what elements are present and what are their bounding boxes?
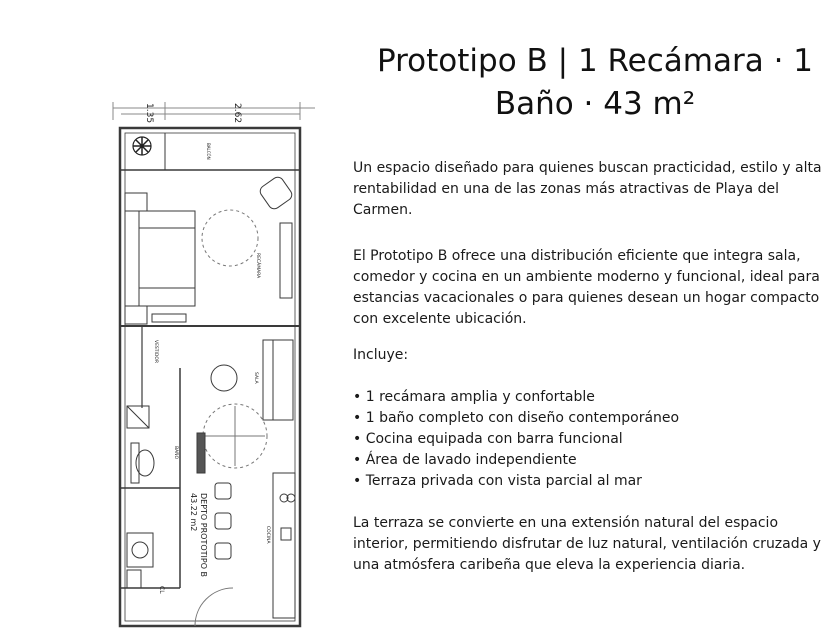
washer xyxy=(127,533,153,567)
kitchen-counter xyxy=(273,473,295,618)
dim-left-label: 1.35 xyxy=(144,103,154,124)
description-paragraph: El Prototipo B ofrece una distribución eficiente que integra sala, comedor y cocina en un ambiente moderno y funcional, ideal para estancias vacacionales o para quienes desean un hogar compacto con excelente ubicación. xyxy=(353,248,820,327)
includes-label: Incluye: xyxy=(353,347,409,363)
plant-icon xyxy=(133,137,151,155)
room-bano: BAÑO xyxy=(173,446,178,460)
includes-list xyxy=(353,387,679,492)
coffee-table xyxy=(211,365,237,391)
description-column xyxy=(353,40,837,573)
title-line-2: Baño · 43 m² xyxy=(494,86,696,122)
title-line-1: Prototipo B | 1 Recámara · 1 xyxy=(376,43,814,79)
closet-shelf xyxy=(152,314,186,322)
dim-right-label: 2.62 xyxy=(232,103,242,124)
room-cl: CL xyxy=(158,586,165,594)
list-item: • 1 recámara amplia y confortable xyxy=(353,389,595,405)
unit-name: DEPTO PROTOTIPO B xyxy=(199,493,208,578)
bed xyxy=(125,193,195,324)
room-cocina: COCINA xyxy=(265,526,270,544)
door-swing xyxy=(202,210,258,266)
room-vestidor: VESTIDOR xyxy=(153,340,158,363)
list-item: • Cocina equipada con barra funcional xyxy=(353,431,623,447)
unit-area: 43.22 m2 xyxy=(189,493,198,532)
room-recamara: RECÁMARA xyxy=(255,253,260,279)
closing-paragraph: La terraza se convierte en una extensión natural del espacio interior, permitiendo disfrutar de luz natural, ventilación cruzada y una atmósfera caribeña que eleva la experiencia diaria. xyxy=(353,515,821,573)
room-balcon: BALCÓN xyxy=(206,143,211,160)
entry-door-swing xyxy=(195,588,233,626)
intro-paragraph: Un espacio diseñado para quienes buscan practicidad, estilo y alta rentabilidad en una de las zonas más atractivas de Playa del Carmen. xyxy=(353,160,822,218)
bar-stools xyxy=(215,483,231,559)
kitchen-bar xyxy=(197,433,205,473)
sink xyxy=(131,443,139,483)
floor-plan xyxy=(95,88,335,630)
page-title xyxy=(353,40,837,126)
sofa xyxy=(263,340,293,420)
list-item: • Área de lavado independiente xyxy=(353,452,577,468)
wardrobe xyxy=(280,223,292,298)
room-sala: SALA xyxy=(253,372,258,384)
list-item: • Terraza privada con vista parcial al mar xyxy=(353,473,642,489)
list-item: • 1 baño completo con diseño contemporáneo xyxy=(353,410,680,426)
floor-plan-drawing xyxy=(95,88,335,630)
armchair xyxy=(258,175,294,211)
